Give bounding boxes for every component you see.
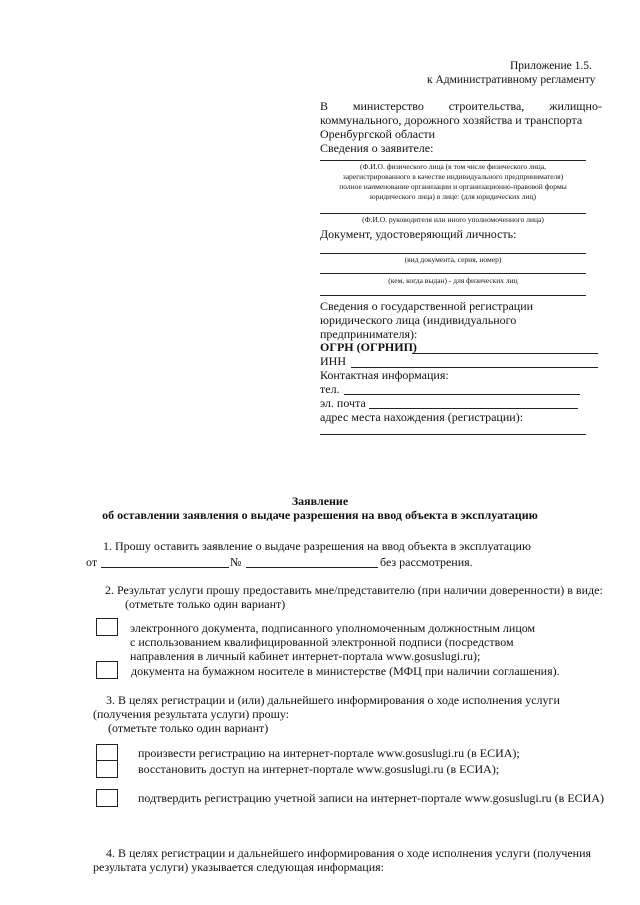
item2-opt1-line3: направления в личный кабинет интернет-портала www.gosuslugi.ru);: [130, 649, 481, 663]
issued-hint: (кем, когда выдан) - для физических лиц: [388, 276, 518, 285]
fio-hint: (Ф.И.О. физического лица (в том числе физического лица, зарегистрированного в качестве индивидуального предпринимателя) полное наименование организации и организационно-правовой формы юридического лица) в лице: (для юридических лиц): [339, 162, 567, 201]
addressee-line3: Оренбургской области: [320, 127, 436, 141]
email-label: эл. почта: [320, 396, 366, 410]
item2-line1: 2. Результат услуги прошу предоставить мне/представителю (при наличии доверенности) в виде:: [105, 583, 603, 597]
extra-line: [320, 295, 586, 296]
id-doc-line: [320, 253, 586, 254]
item1-number-field[interactable]: [246, 567, 378, 568]
item2-opt1-line2: с использованием квалифицированной электронной подписи (посредством: [130, 635, 514, 649]
fio-line: [320, 160, 586, 161]
ogrn-field[interactable]: [412, 353, 598, 354]
ogrn-label: ОГРН (ОГРНИП): [320, 340, 417, 354]
item3-opt2-checkbox[interactable]: [96, 760, 118, 778]
item1-tail: без рассмотрения.: [380, 555, 473, 569]
reg-info-line3: предпринимателя):: [320, 327, 418, 341]
inn-label: ИНН: [320, 354, 346, 368]
addressee-line2: коммунального, дорожного хозяйства и транспорта: [320, 113, 583, 127]
item4-line2: результата услуги) указывается следующая информация:: [93, 860, 384, 874]
addressee-word-construction: строительства,: [448, 99, 525, 113]
item3-opt2: восстановить доступ на интернет-портале www.gosuslugi.ru (в ЕСИА);: [138, 762, 500, 776]
item1-number-sign: №: [230, 555, 242, 569]
item3-line2: (получения результата услуги) прошу:: [93, 707, 290, 721]
item2-opt1-line1: электронного документа, подписанного уполномоченным должностным лицом: [130, 621, 536, 635]
item3-line1: 3. В целях регистрации и (или) дальнейшего информирования о ходе исполнения услуги: [106, 693, 560, 707]
id-doc-label: Документ, удостоверяющий личность:: [320, 227, 517, 241]
addressee-word-ministry: министерство: [352, 99, 424, 113]
item4-line1: 4. В целях регистрации и дальнейшего информирования о ходе исполнения услуги (получения: [106, 846, 592, 860]
item1-line1: 1. Прошу оставить заявление о выдаче разрешения на ввод объекта в эксплуатацию: [103, 539, 531, 553]
issued-line: [320, 273, 586, 274]
item3-opt3: подтвердить регистрацию учетной записи на интернет-портале www.gosuslugi.ru (в ЕСИА): [138, 791, 605, 805]
item2-opt1-checkbox[interactable]: [96, 618, 118, 636]
head-hint: (Ф.И.О. руководителя или иного уполномоченного лица): [362, 215, 544, 224]
address-label: адрес места нахождения (регистрации):: [320, 410, 524, 424]
email-field[interactable]: [369, 408, 578, 409]
item2-line2: (отметьте только один вариант): [125, 597, 286, 611]
item3-line3: (отметьте только один вариант): [108, 721, 269, 735]
phone-label: тел.: [320, 382, 340, 396]
address-field[interactable]: [320, 434, 586, 435]
appendix-line1: Приложение 1.5.: [510, 60, 592, 72]
item3-opt1: произвести регистрацию на интернет-портале www.gosuslugi.ru (в ЕСИА);: [138, 746, 520, 760]
title-line1: Заявление: [291, 494, 349, 508]
item1-from: от: [86, 555, 98, 569]
reg-info-line2: юридического лица (индивидуального: [320, 313, 517, 327]
contact-label: Контактная информация:: [320, 368, 449, 382]
id-doc-hint: (вид документа, серия, номер): [404, 255, 502, 264]
title-line2: об оставлении заявления о выдаче разрешения на ввод объекта в эксплуатацию: [102, 508, 538, 522]
addressee-line1: [320, 99, 602, 114]
phone-field[interactable]: [344, 394, 580, 395]
item2-opt2: документа на бумажном носителе в министерстве (МФЦ при наличии соглашения).: [131, 664, 560, 678]
item3-opt3-checkbox[interactable]: [96, 789, 118, 807]
addressee-word-housing: жилищно-: [549, 99, 602, 113]
appendix-line2: к Административному регламенту: [427, 74, 596, 86]
head-line: [320, 213, 586, 214]
item2-opt2-checkbox[interactable]: [96, 661, 118, 679]
addressee-word-v: В: [320, 99, 329, 113]
reg-info-line1: Сведения о государственной регистрации: [320, 299, 534, 313]
applicant-heading: Сведения о заявителе:: [320, 141, 434, 155]
item1-date-field[interactable]: [101, 567, 229, 568]
